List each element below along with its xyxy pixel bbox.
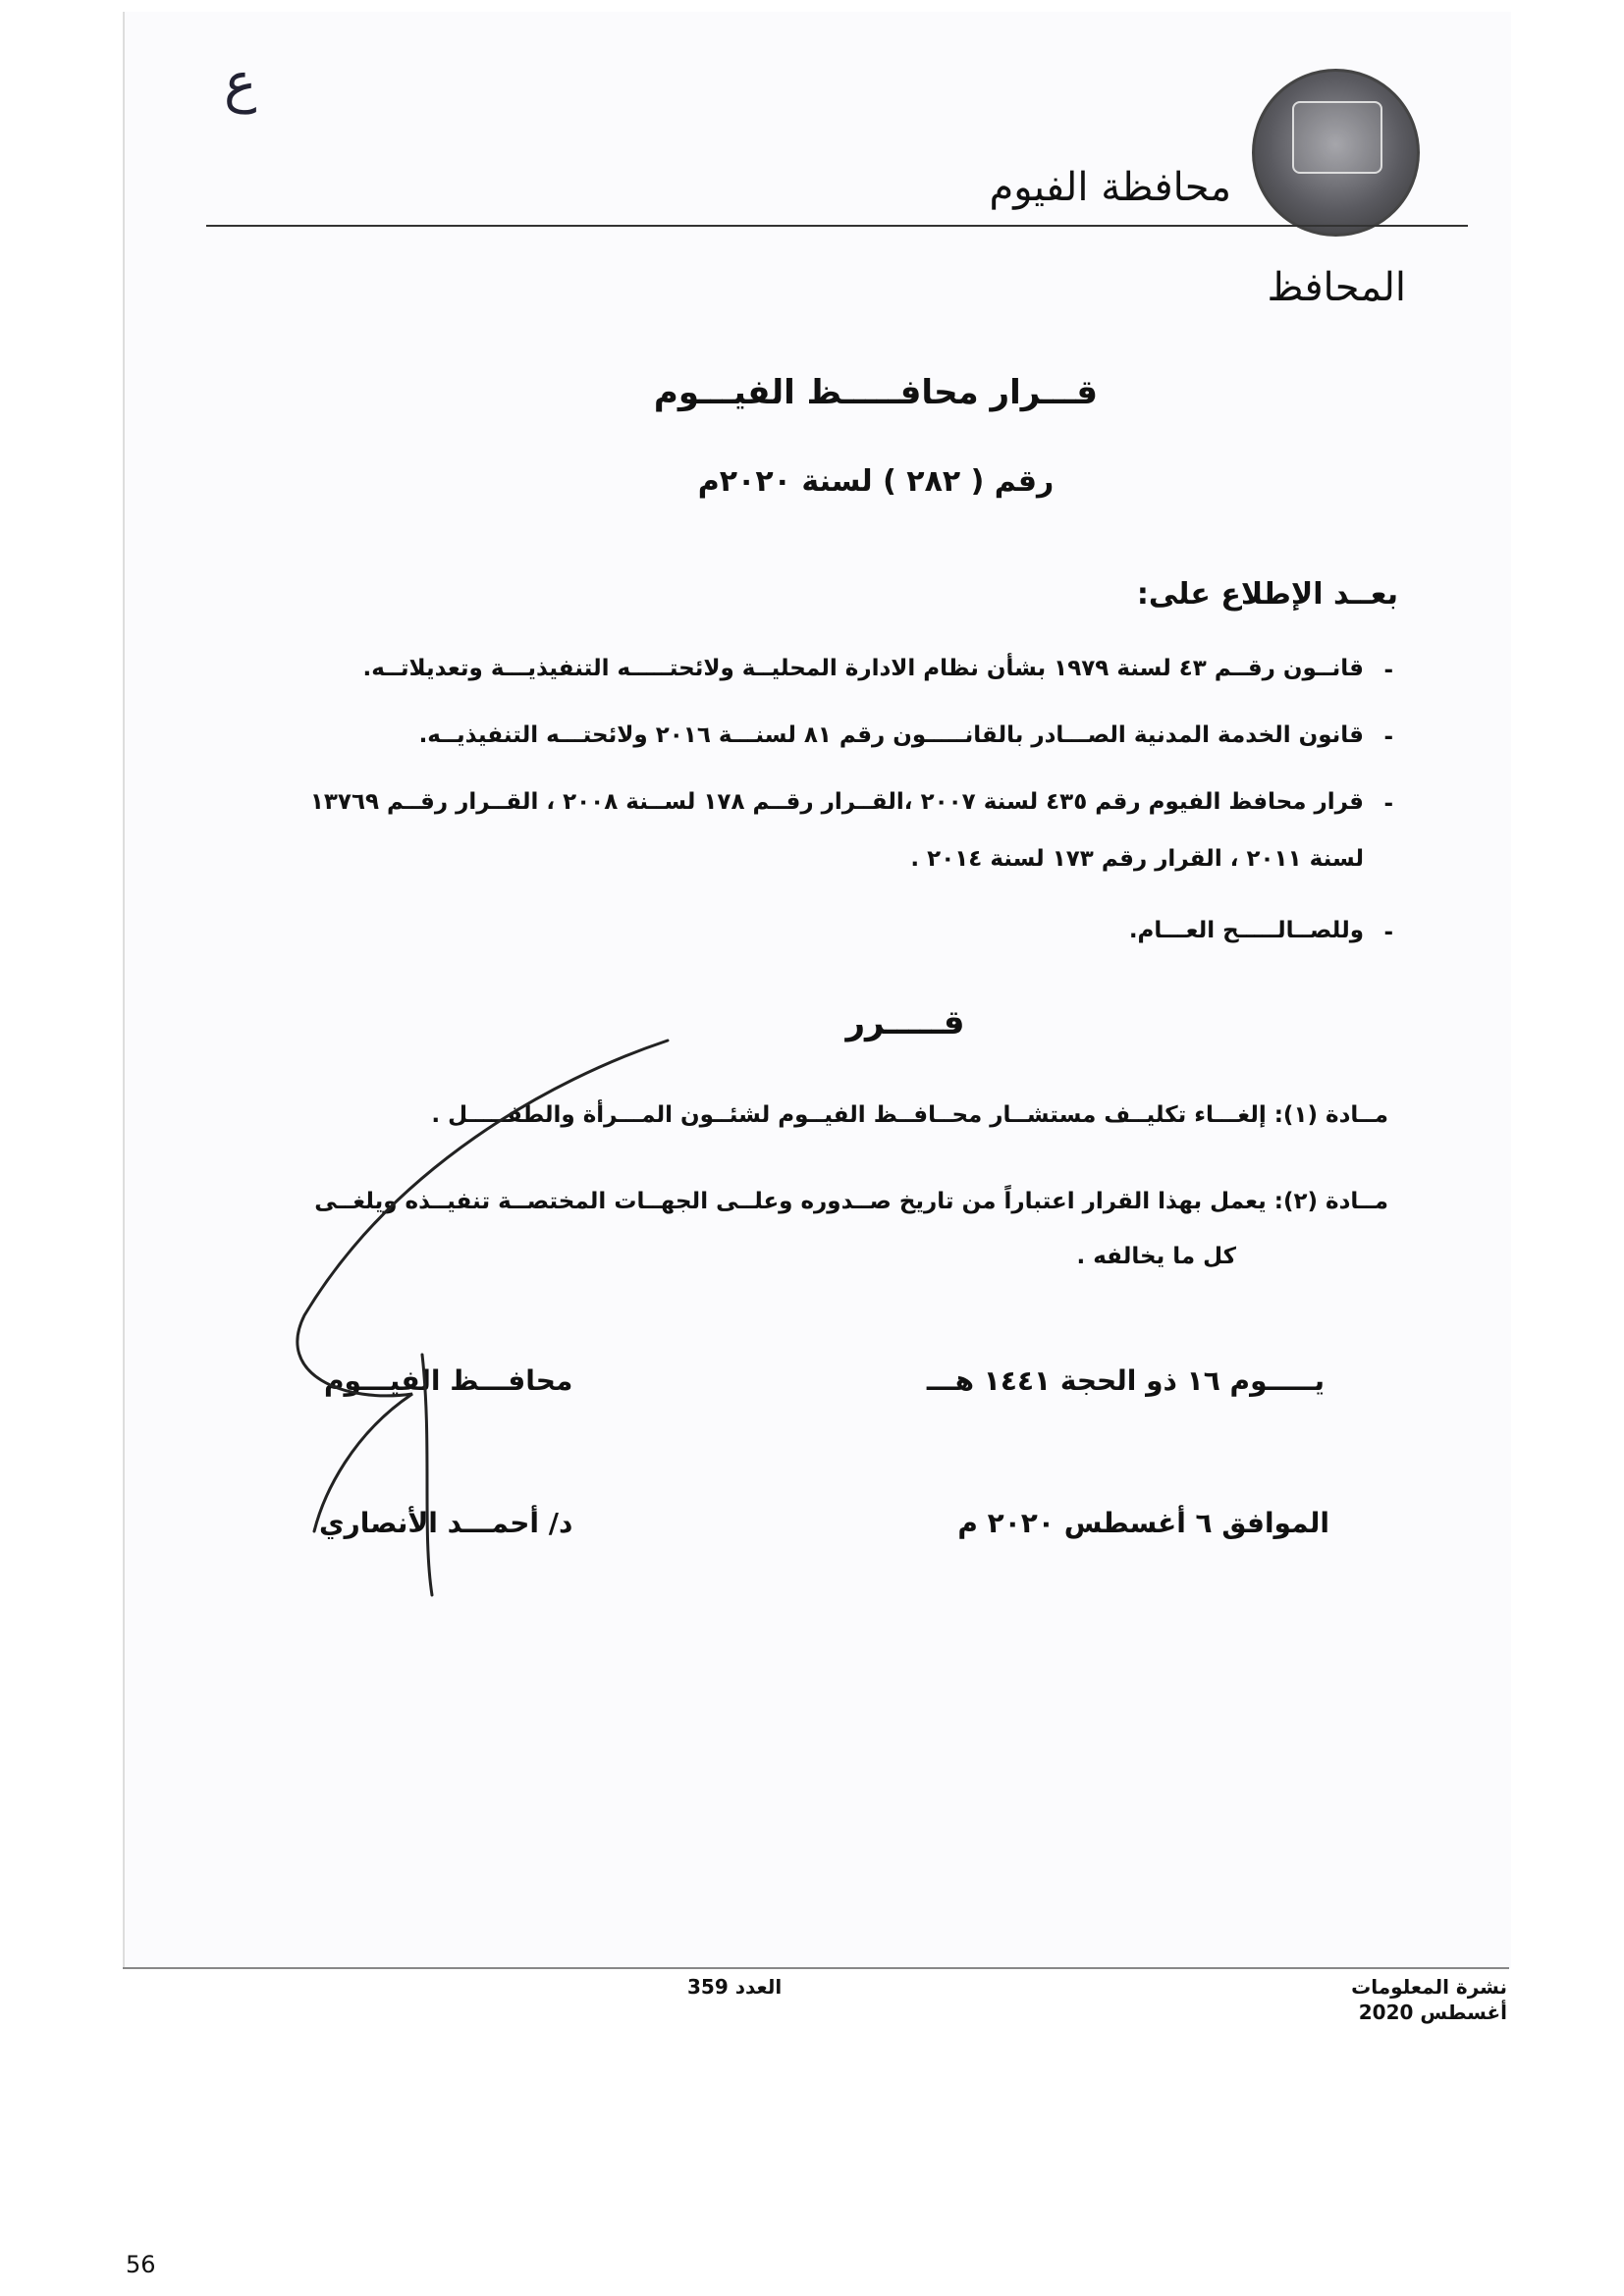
bullet-marker: - — [1383, 920, 1393, 945]
header-divider — [206, 225, 1468, 227]
signature-stroke — [298, 1041, 668, 1595]
office-title: المحافظ — [1267, 265, 1406, 310]
date-hijri: يـــــوم ١٦ ذو الحجة ١٤٤١ هـــ — [926, 1364, 1325, 1397]
footer-divider — [123, 1967, 1509, 1969]
decides-heading: قـــــرر — [845, 1003, 965, 1042]
footer-date: أغسطس 2020 — [1358, 2001, 1507, 2024]
margin-mark: ع — [224, 51, 257, 115]
governor-name: د/ أحمـــد الأنصاري — [319, 1507, 573, 1539]
footer-publication: نشرة المعلومات — [1351, 1975, 1507, 1999]
footer-issue: العدد 359 — [687, 1975, 783, 1999]
recital-3-line-2: لسنة ٢٠١١ ، القرار رقم ١٧٣ لسنة ٢٠١٤ . — [910, 846, 1364, 872]
handwritten-signature — [285, 1021, 697, 1610]
recitals-heading: بعــد الإطلاع على: — [1136, 577, 1398, 612]
bullet-marker: - — [1383, 724, 1393, 750]
decree-number: رقم ( ٢٨٢ ) لسنة ٢٠٢٠م — [697, 464, 1055, 499]
decree-title: قـــرار محافـــــظ الفيـــوم — [653, 373, 1099, 412]
article-1: مــادة (١): إلغـــاء تكليــف مستشــار محــافــظ الفيــوم لشئــون المـــرأة والطفـــــل . — [431, 1102, 1388, 1128]
article-2-line-1: مــادة (٢): يعمل بهذا القرار اعتباراً من تاريخ صــدوره وعلــى الجهــات المختصــة تنفيــذه ويلغــى — [314, 1189, 1388, 1214]
bullet-marker: - — [1383, 791, 1393, 817]
recital-3-line-1: قرار محافظ الفيوم رقم ٤٣٥ لسنة ٢٠٠٧ ،القــرار رقــم ١٧٨ لســنة ٢٠٠٨ ، القــرار رقــم ١٣٧٦٩ — [309, 789, 1364, 815]
governorate-name: محافظة الفيوم — [989, 165, 1231, 210]
bullet-marker: - — [1383, 658, 1393, 683]
seal-emblem — [1292, 101, 1382, 174]
recital-2: قانون الخدمة المدنية الصـــادر بالقانـــــون رقم ٨١ لسنـــة ٢٠١٦ ولائحتـــه التنفيذيــه. — [418, 722, 1364, 748]
recital-4: وللصــالـــــح العـــام. — [1128, 918, 1364, 943]
recital-1: قانــون رقــم ٤٣ لسنة ١٩٧٩ بشأن نظام الادارة المحليــة ولائحتـــــه التنفيذيـــة وتعديلاتــه. — [362, 656, 1364, 681]
date-gregorian: الموافق ٦ أغسطس ٢٠٢٠ م — [957, 1507, 1329, 1539]
page-number: 56 — [126, 2251, 156, 2278]
governor-title: محافـــظ الفيـــوم — [324, 1364, 573, 1397]
governorate-seal-logo — [1252, 69, 1420, 237]
article-2-line-2: كل ما يخالفه . — [1076, 1244, 1236, 1269]
